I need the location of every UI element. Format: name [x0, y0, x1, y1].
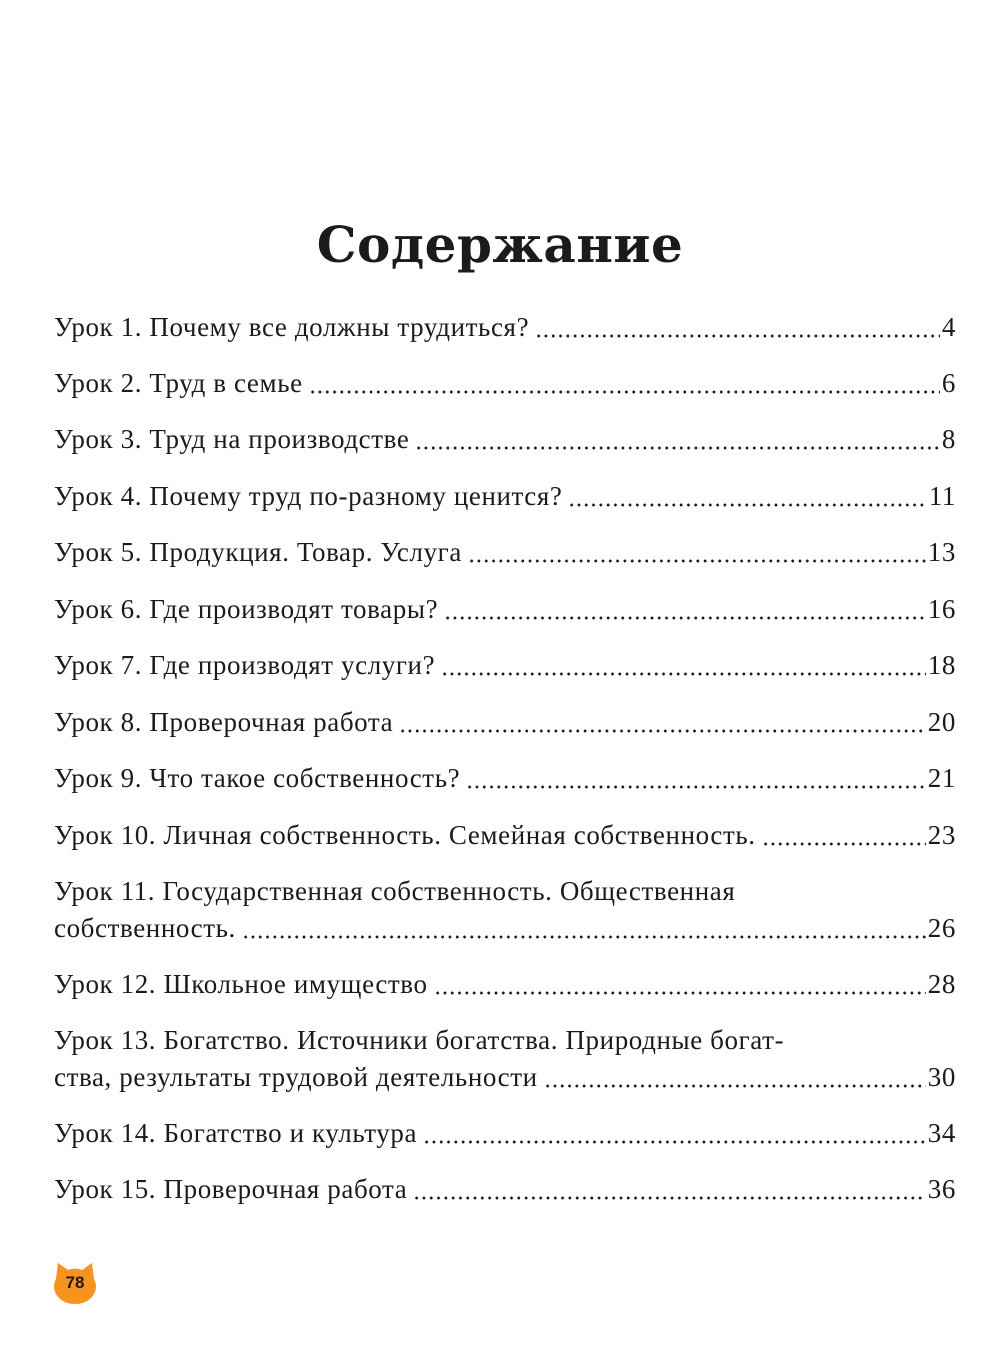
toc-label: Урок 7. Где производят услуги? — [54, 650, 436, 680]
toc-label: Урок 8. Проверочная работа — [54, 707, 394, 737]
toc-page-number: 4 — [941, 312, 956, 342]
toc-page-number: 11 — [928, 481, 956, 511]
toc-entry[interactable] — [54, 309, 956, 346]
toc-label: Урок 4. Почему труд по-разному ценится? — [54, 481, 563, 511]
toc-entry[interactable] — [54, 647, 956, 684]
toc-leader-dots — [568, 502, 926, 508]
toc-leader-dots — [413, 1195, 925, 1201]
toc-label: Урок 12. Школьное имущество — [54, 969, 428, 999]
toc-leader-dots — [762, 841, 926, 847]
toc-label: Урок 3. Труд на производстве — [54, 424, 410, 454]
toc-entry[interactable] — [54, 591, 956, 628]
toc-leader-dots — [399, 728, 926, 734]
toc-label: Урок 2. Труд в семье — [54, 368, 303, 398]
toc-entry[interactable] — [54, 365, 956, 402]
toc-leader-dots — [415, 445, 939, 451]
toc-leader-dots — [423, 1139, 926, 1145]
toc-entry[interactable] — [54, 1115, 956, 1152]
toc-page-number: 23 — [927, 820, 956, 850]
toc-label: собственность. — [54, 913, 236, 943]
toc-leader-dots — [434, 990, 926, 996]
toc-label: Урок 6. Где производят товары? — [54, 594, 439, 624]
toc-label: Урок 14. Богатство и культура — [54, 1118, 418, 1148]
toc-page-number: 36 — [927, 1174, 956, 1204]
toc-leader-dots — [444, 615, 926, 621]
toc-page-number: 30 — [927, 1062, 956, 1092]
toc-entry[interactable] — [54, 1022, 956, 1096]
toc-label: Урок 10. Личная собственность. Семейная собственность. — [54, 820, 756, 850]
toc-label: Урок 5. Продукция. Товар. Услуга — [54, 537, 462, 567]
toc-page-number: 13 — [927, 537, 956, 567]
toc-entry[interactable] — [54, 421, 956, 458]
toc-entry[interactable] — [54, 534, 956, 571]
toc-leader-dots — [309, 389, 940, 395]
toc-label-first-line: Урок 13. Богатство. Источники богатства. Природные богат- — [54, 1025, 785, 1055]
toc-page-number: 28 — [927, 969, 956, 999]
page-number-badge — [52, 1261, 98, 1305]
toc-page-number: 18 — [927, 650, 956, 680]
toc-entry[interactable] — [54, 760, 956, 797]
toc-page-number: 6 — [941, 368, 956, 398]
toc-leader-dots — [466, 784, 926, 790]
toc-leader-dots — [535, 333, 940, 339]
toc-leader-dots — [242, 934, 926, 940]
toc-page-number: 8 — [941, 424, 956, 454]
toc-label: ства, результаты трудовой деятельности — [54, 1062, 538, 1092]
toc-leader-dots — [441, 671, 926, 677]
toc-page-number: 16 — [927, 594, 956, 624]
toc-entry[interactable] — [54, 873, 956, 947]
page-number: 78 — [65, 1273, 85, 1292]
toc-page-number: 21 — [927, 763, 956, 793]
toc-entry[interactable] — [54, 817, 956, 854]
toc-label: Урок 1. Почему все должны трудиться? — [54, 312, 530, 342]
toc-page-number: 34 — [927, 1118, 956, 1148]
toc-label: Урок 15. Проверочная работа — [54, 1174, 408, 1204]
toc-leader-dots — [544, 1083, 926, 1089]
page-title: Содержание — [316, 215, 684, 274]
toc-label: Урок 9. Что такое собственность? — [54, 763, 461, 793]
toc-label-first-line: Урок 11. Государственная собственность. Общественная — [54, 876, 736, 906]
toc-entry[interactable] — [54, 1171, 956, 1208]
toc-entry[interactable] — [54, 478, 956, 515]
toc-entry[interactable] — [54, 704, 956, 741]
toc-page-number: 26 — [927, 913, 956, 943]
toc-leader-dots — [468, 558, 926, 564]
toc-entry[interactable] — [54, 966, 956, 1003]
toc-page-number: 20 — [927, 707, 956, 737]
